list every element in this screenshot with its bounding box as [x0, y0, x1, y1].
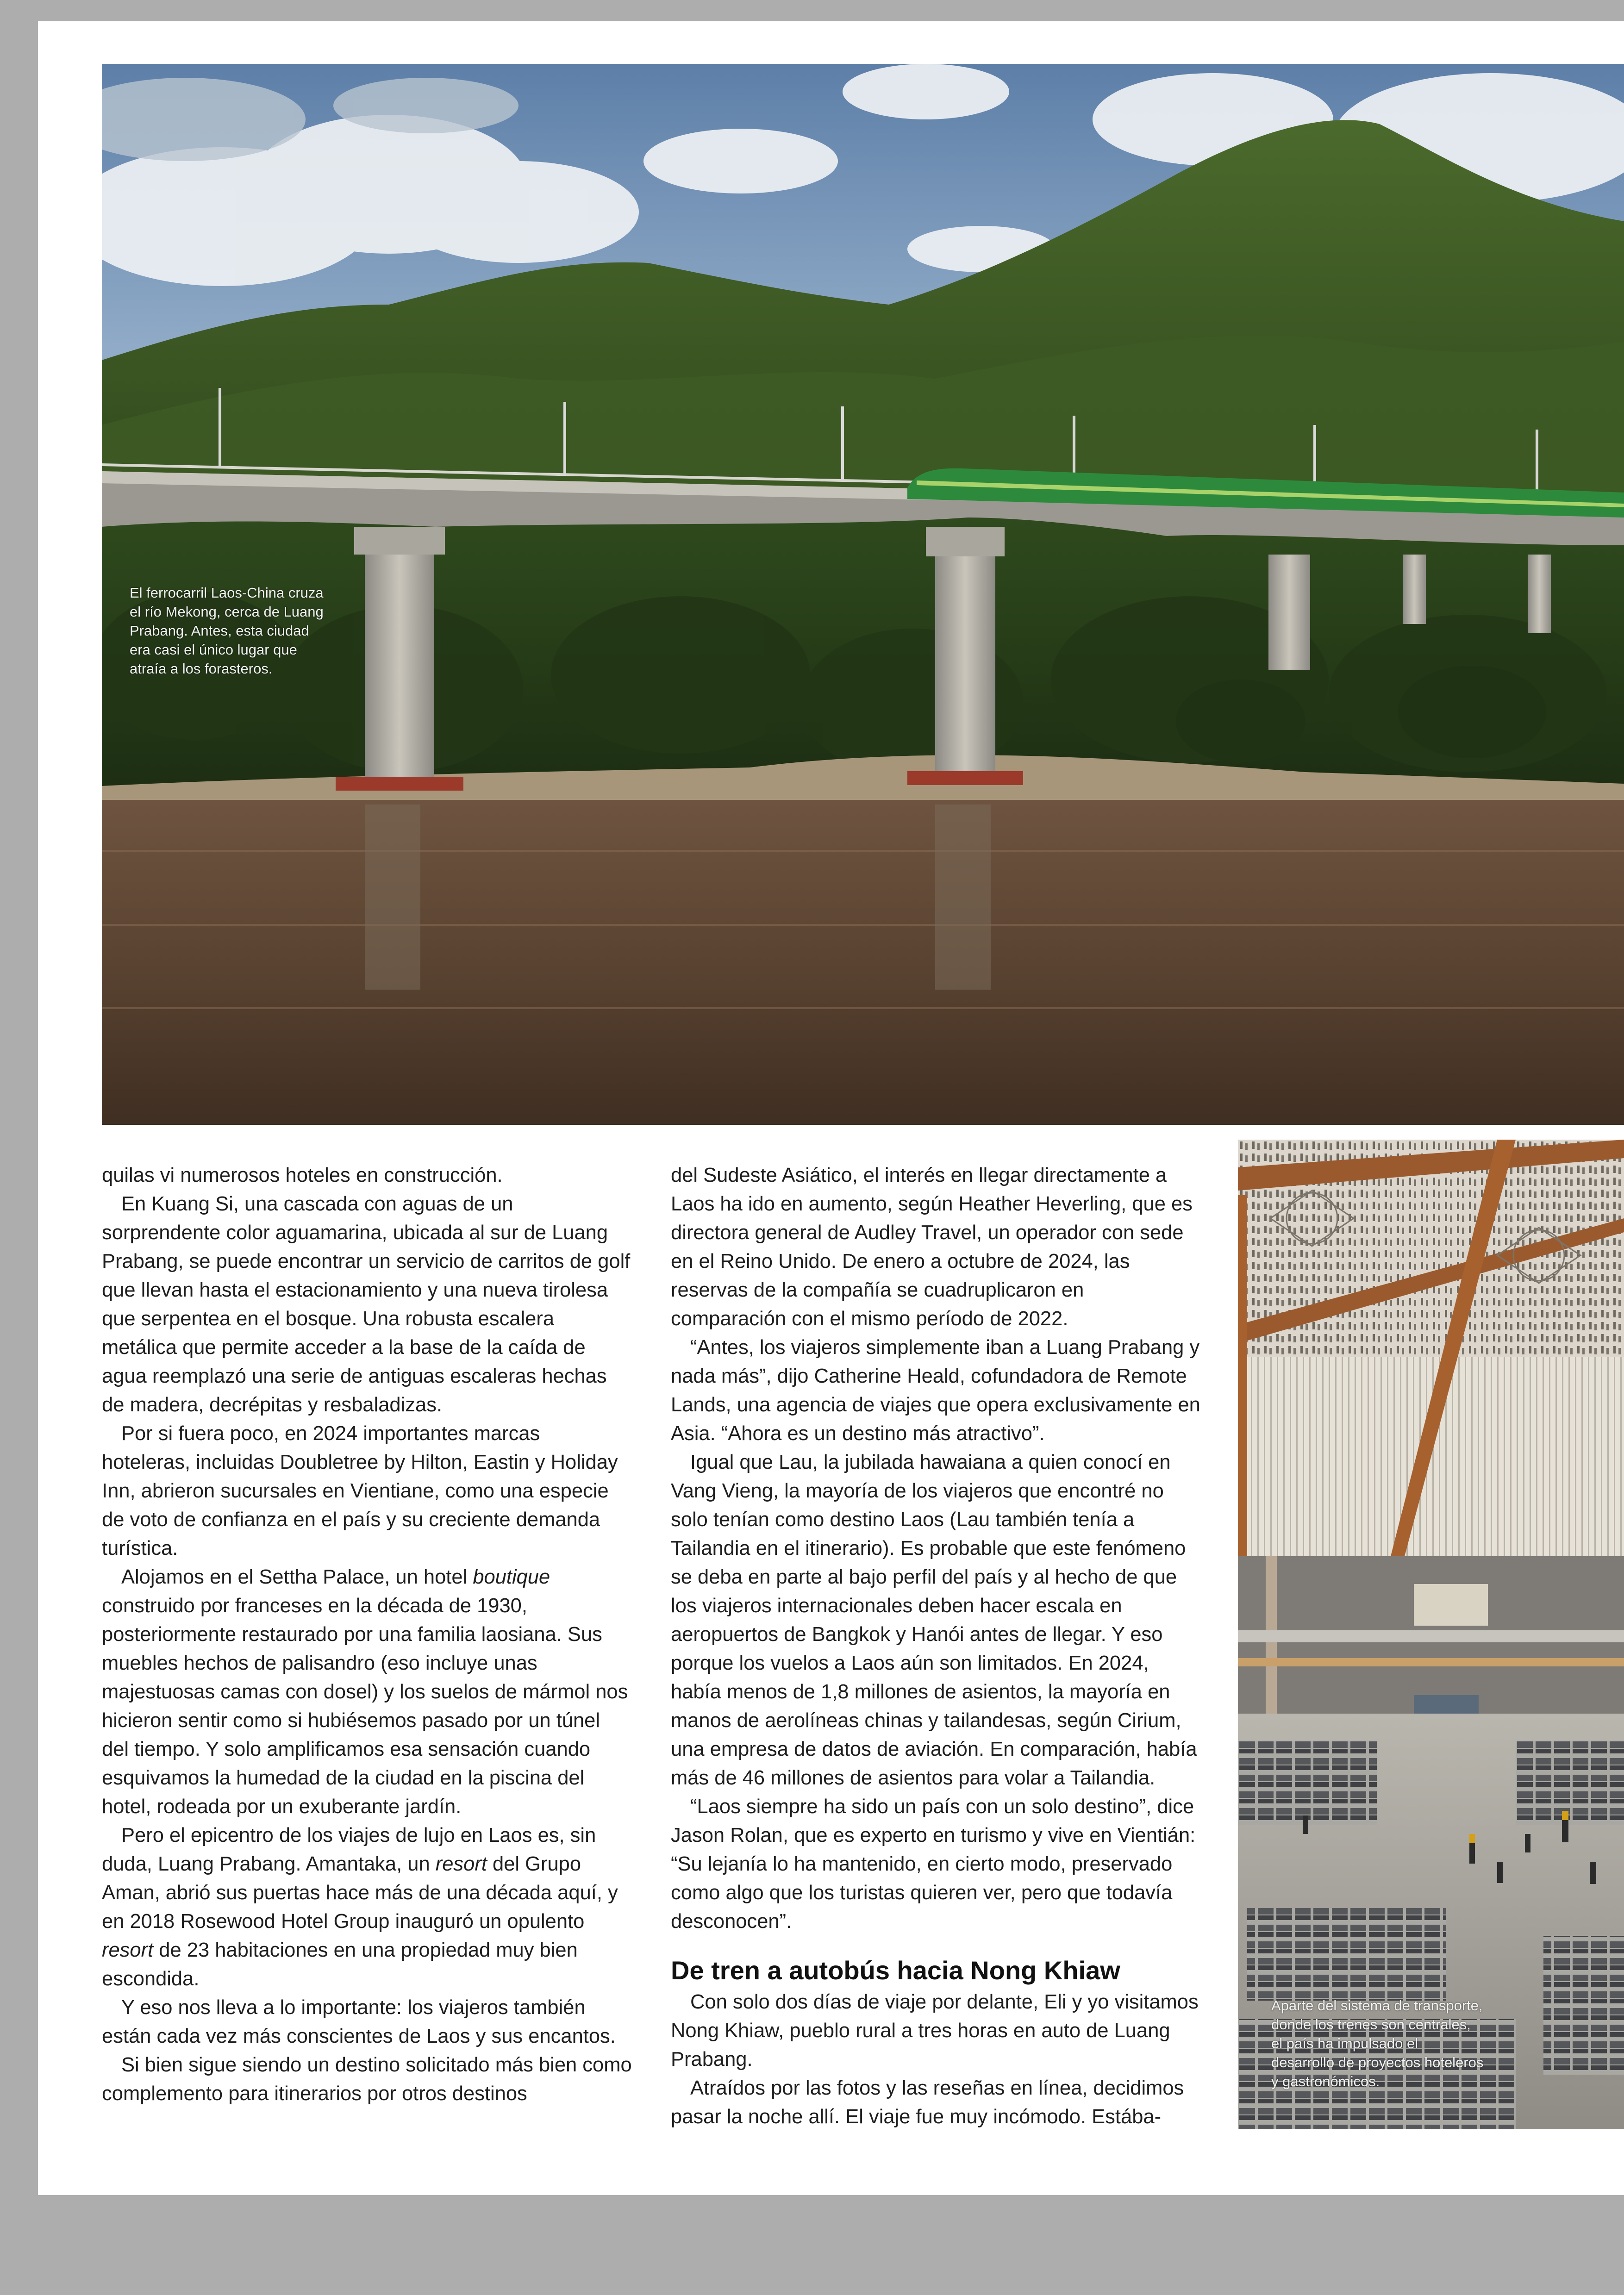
- italic-term: boutique: [473, 1566, 550, 1588]
- paragraph: Igual que Lau, la jubilada hawaiana a quien conocí en Vang Vieng, la mayoría de los viajeros que encontré no solo tenían como destino Laos (Lau también tenía a Tailandia en el itinerario). Es probable que este fenómeno se deba en parte al bajo perfil del país y al hecho de que los viajeros internacionales deben hacer escala en aeropuertos de Bangkok y Hanói antes de llegar. Y eso porque los vuelos a Laos aún son limitados. En 2024, había menos de 1,8 millones de asientos, la mayoría en manos de aerolíneas chinas y tailandesas, según Cirium, una empresa de datos de aviación. En comparación, había más de 46 millones de asientos para volar a Tailandia.: [671, 1451, 1197, 1789]
- paragraph: Por si fuera poco, en 2024 importantes marcas hoteleras, incluidas Doubletree by Hilton, Eastin y Holiday Inn, abrieron sucursales en Vientiane, como una especie de voto de confianza en el país y su creciente demanda turística.: [102, 1422, 618, 1559]
- paragraph: Si bien sigue siendo un destino solicitado más bien como complemento para itinerarios por otros destinos: [102, 2054, 632, 2105]
- paragraph: “Laos siempre ha sido un país con un solo destino”, dice Jason Rolan, que es experto en turismo y vive en Vientián: “Su lejanía lo ha mantenido, en cierto modo, preservado como algo que los turistas quieren ver, pero que todavía desconocen”.: [671, 1796, 1196, 1933]
- magazine-page: [38, 21, 1624, 2195]
- article-column-2: [671, 1161, 1201, 2131]
- station-photo-image: [1238, 1140, 1624, 2129]
- paragraph: Y eso nos lleva a lo importante: los viajeros también están cada vez más conscientes de Laos y sus encantos.: [102, 1996, 616, 2047]
- text-run: Alojamos en el Settha Palace, un hotel: [121, 1566, 473, 1588]
- section-heading: De tren a autobús hacia Nong Khiaw: [671, 1956, 1120, 1985]
- station-photo: [1238, 1140, 1624, 2129]
- article-column-1: [102, 1161, 632, 2108]
- paragraph: [102, 1563, 632, 1821]
- italic-term: resort: [102, 1939, 154, 1961]
- bridge-photo: [102, 64, 1624, 1125]
- paragraph: “Antes, los viajeros simplemente iban a Luang Prabang y nada más”, dijo Catherine Heald, cofundadora de Remote Lands, una agencia de viajes que opera exclusivamente en Asia. “Ahora es un destino más atractivo”.: [671, 1336, 1200, 1445]
- paragraph: del Sudeste Asiático, el interés en llegar directamente a Laos ha ido en aumento, según Heather Heverling, que es directora general de Audley Travel, un operador con sede en el Reino Unido. De enero a octubre de 2024, las reservas de la compañía se cuadruplicaron en comparación con el mismo período de 2022.: [671, 1164, 1193, 1330]
- paragraph: [102, 1821, 632, 1993]
- station-photo-caption: Aparte del sistema de transporte, donde los trenes son centrales, el país ha impulsado el desarrollo de proyectos hoteleros y gastronómicos.: [1271, 1997, 1484, 2089]
- paragraph: quilas vi numerosos hoteles en construcción.: [102, 1164, 503, 1186]
- bridge-photo-caption: El ferrocarril Laos-China cruza el río Mekong, cerca de Luang Prabang. Antes, esta ciudad era casi el único lugar que atraía a los forasteros.: [130, 585, 324, 677]
- italic-term: resort: [435, 1853, 487, 1875]
- paragraph: En Kuang Si, una cascada con aguas de un sorprendente color aguamarina, ubicada al sur de Luang Prabang, se puede encontrar un servicio de carritos de golf que llevan hasta el estacionamiento y una nueva tirolesa que serpentea en el bosque. Una robusta escalera metálica que permite acceder a la base de la caída de agua reemplazó una serie de antiguas escaleras hechas de madera, decrépitas y resbaladizas.: [102, 1193, 631, 1416]
- text-run: del Grupo Aman, abrió sus puertas hace más de una década aquí, y en 2018 Rosewood Hotel Group inauguró un opulento: [102, 1853, 618, 1933]
- text-run: Pero el epicentro de los viajes de lujo en Laos es, sin duda, Luang Prabang. Amantaka, un: [102, 1824, 596, 1875]
- text-run: de 23 habitaciones en una propiedad muy bien escondida.: [102, 1939, 578, 1990]
- paragraph: Atraídos por las fotos y las reseñas en línea, decidimos pasar la noche allí. El viaje fue muy incómodo. Estába-: [671, 2077, 1184, 2128]
- text-run: construido por franceses en la década de 1930, posteriormente restaurado por una familia laosiana. Sus muebles hechos de palisandro (eso incluye unas majestuosas camas con dosel) y los suelos de mármol nos hicieron sentir como si hubiésemos pasado por un túnel del tiempo. Y solo amplificamos esa sensación cuando esquivamos la humedad de la ciudad en la piscina del hotel, rodeada por un exuberante jardín.: [102, 1595, 628, 1818]
- bridge-photo-image: [102, 64, 1624, 1125]
- paragraph: Con solo dos días de viaje por delante, Eli y yo visitamos Nong Khiaw, pueblo rural a tres horas en auto de Luang Prabang.: [671, 1991, 1199, 2070]
